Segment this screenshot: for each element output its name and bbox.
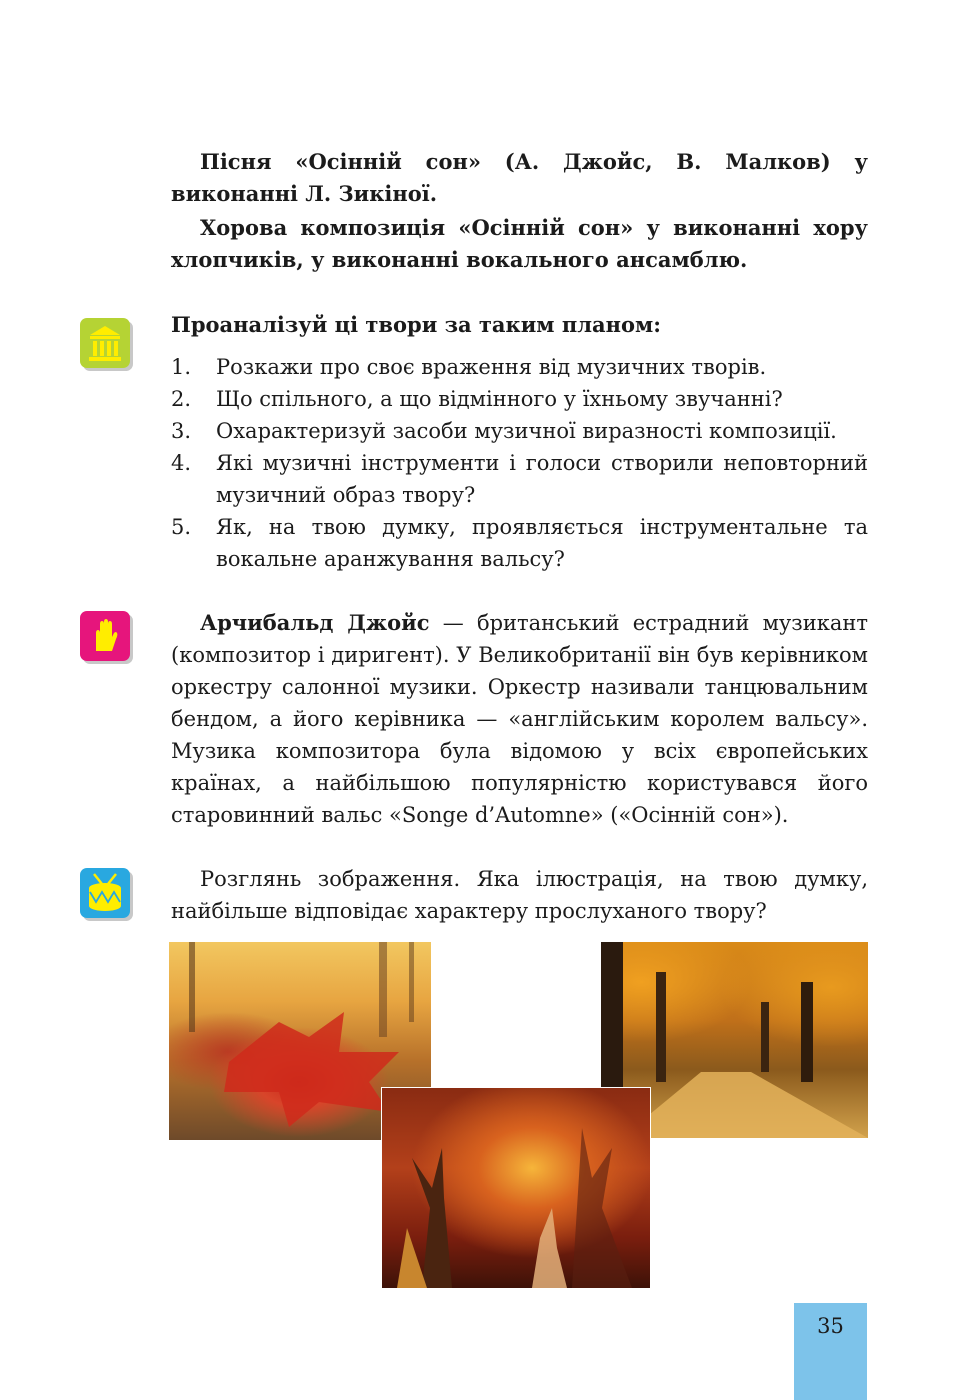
list-item: 2. Що спільного, а що відмінного у їхньому звучанні? [171, 387, 783, 411]
choir-title: Хорова композиція «Осінній сон» [200, 215, 634, 240]
intro-paragraph-song [171, 146, 868, 210]
analysis-heading: Проаналізуй ці твори за таким планом: [171, 312, 661, 337]
museum-columns-icon [80, 318, 130, 368]
bio-text: — британський естрадний музикант (композитор і диригент). У Великобританії він був керівником оркестру салонної музики. Оркестр називали танцювальним бендом, а його керівника — «англійським королем вальсу». Музика композитора була відомою у всіх європейських країнах, а найбільшою популярністю користувався його старовинний вальс «Songe d’Automne» («Осінній сон»). [171, 611, 868, 827]
list-item: 5. Як, на твою думку, проявляється інструментальне та вокальне аранжування вальсу? [171, 515, 868, 571]
page-number: 35 [817, 1314, 844, 1338]
drum-icon [80, 868, 130, 918]
raised-hand-icon [80, 611, 130, 661]
list-item: 1. Розкажи про своє враження від музичних творів. [171, 355, 767, 379]
page-number-tab [794, 1303, 867, 1400]
song-title: Пісня «Осінній сон» [200, 149, 481, 174]
song-performers: (А. Джойс, В. Малков) у виконанні Л. Зикіної. [171, 149, 868, 206]
choir-performers: у виконанні хору хлопчиків, у виконанні вокального ансамблю. [171, 215, 868, 272]
list-item: 3. Охарактеризуй засоби музичної виразності композиції. [171, 419, 837, 443]
list-item: 4. Які музичні інструменти і голоси створили неповторний музичний образ твору? [171, 451, 868, 507]
composer-name: Арчибальд Джойс [200, 610, 430, 635]
analysis-list [171, 351, 868, 575]
autumn-painting-photo [381, 1087, 651, 1289]
task-paragraph: Розглянь зображення. Яка ілюстрація, на твою думку, найбільше відповідає характеру прослуханого твору? [171, 867, 868, 923]
intro-paragraph-choir [171, 212, 868, 276]
bio-paragraph [171, 607, 868, 831]
